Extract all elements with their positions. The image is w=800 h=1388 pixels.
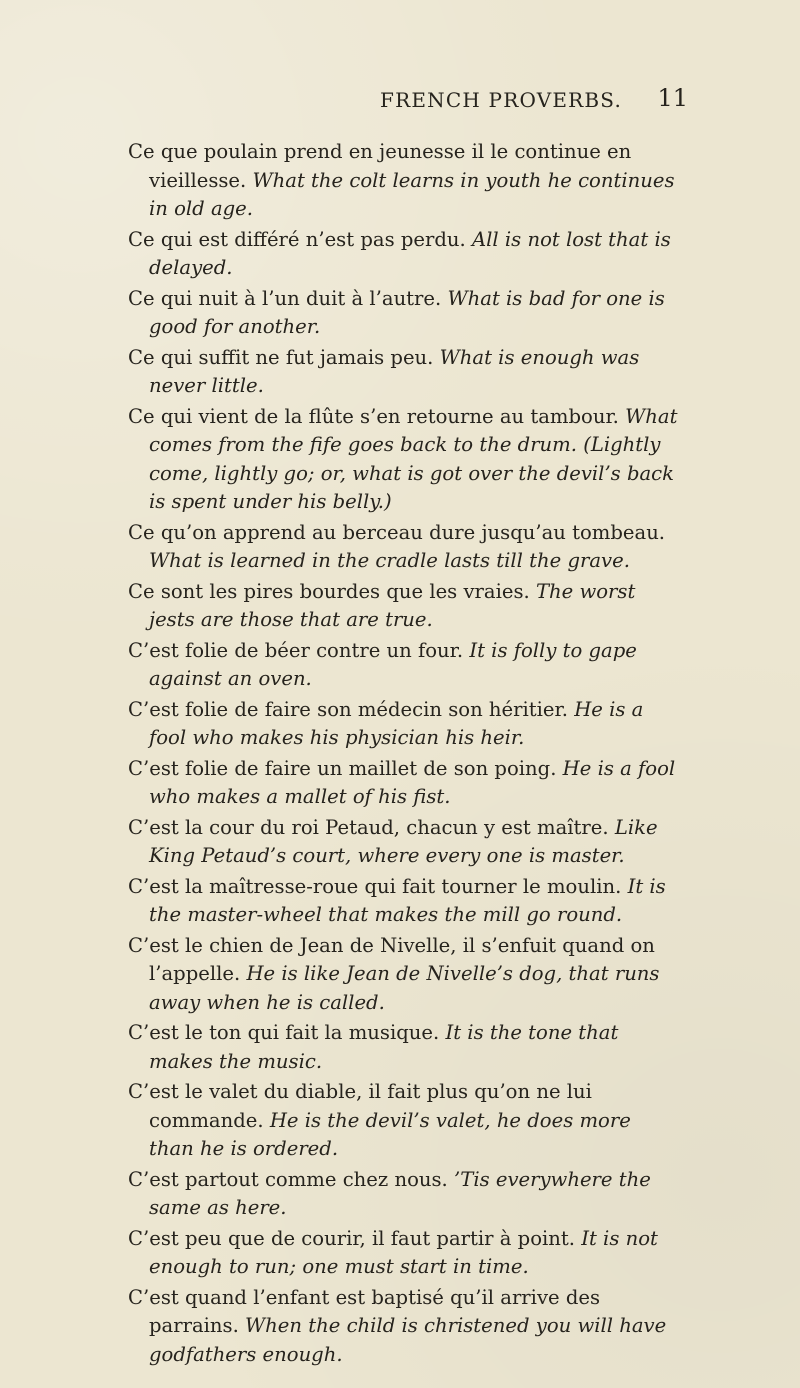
proverb-entry (128, 637, 678, 694)
french-proverb: C’est la maîtresse-roue qui fait tourner le moulin. (128, 874, 622, 898)
running-title: FRENCH PROVERBS. (380, 88, 623, 112)
proverb-entry (128, 1284, 678, 1370)
proverb-entry (128, 932, 678, 1018)
french-proverb: Ce qui suffit ne fut jamais peu. (128, 345, 434, 369)
french-proverb: C’est partout comme chez nous. (128, 1167, 448, 1191)
proverbs-text (128, 138, 678, 1371)
english-translation: The worst jests are those that are true. (149, 579, 636, 631)
proverb-entry (128, 1078, 678, 1164)
proverb-entry (128, 1166, 678, 1223)
english-translation: He is like Jean de Nivelle’s dog, that runs away when he is called. (149, 962, 660, 1014)
english-translation: He is a fool who makes a mallet of his fist. (149, 756, 676, 808)
proverb-entry (128, 814, 678, 871)
french-proverb: Ce qui est différé n’est pas perdu. (128, 227, 466, 251)
page-number: 11 (657, 84, 688, 112)
english-translation: It is not enough to run; one must start in time. (149, 1226, 658, 1278)
proverb-entry (128, 696, 678, 753)
french-proverb: Ce sont les pires bourdes que les vraies. (128, 579, 530, 603)
english-translation: All is not lost that is delayed. (149, 227, 671, 279)
french-proverb: C’est folie de faire son médecin son héritier. (128, 697, 568, 721)
french-proverb: Ce que poulain prend en jeunesse il le continue en vieillesse. (128, 140, 632, 192)
english-translation: What comes from the fife goes back to the drum. (Lightly come, lightly go; or, what is got over the devil’s back is spent under his belly.) (149, 404, 678, 513)
french-proverb: C’est peu que de courir, il faut partir à point. (128, 1226, 575, 1250)
english-translation: It is the master-wheel that makes the mill go round. (149, 874, 666, 926)
proverb-entry (128, 755, 678, 812)
french-proverb: C’est folie de faire un maillet de son poing. (128, 756, 557, 780)
proverb-entry (128, 1019, 678, 1076)
french-proverb: C’est le ton qui fait la musique. (128, 1021, 440, 1044)
english-translation: It is the tone that makes the music. (149, 1021, 619, 1073)
running-head (0, 84, 800, 112)
english-translation: It is folly to gape against an oven. (149, 638, 637, 690)
french-proverb: C’est le valet du diable, il fait plus qu’on ne lui commande. (128, 1080, 592, 1132)
proverb-entry (128, 578, 678, 635)
proverb-entry (128, 344, 678, 401)
proverb-entry (128, 1225, 678, 1282)
proverb-entry (128, 403, 678, 517)
french-proverb: C’est quand l’enfant est baptisé qu’il arrive des parrains. (128, 1285, 601, 1337)
english-translation: What is bad for one is good for another. (149, 286, 665, 338)
english-translation: He is a fool who makes his physician his heir. (149, 697, 644, 749)
french-proverb: C’est folie de béer contre un four. (128, 638, 464, 662)
french-proverb: C’est le chien de Jean de Nivelle, il s’enfuit quand on l’appelle. (128, 933, 655, 985)
proverb-entry (128, 519, 678, 576)
english-translation: ’Tis everywhere the same as here. (149, 1167, 651, 1219)
french-proverb: Ce qu’on apprend au berceau dure jusqu’au tombeau. (128, 520, 666, 544)
proverb-entry (128, 138, 678, 224)
english-translation: What is enough was never little. (149, 345, 640, 397)
french-proverb: Ce qui nuit à l’un duit à l’autre. (128, 286, 442, 310)
proverb-entry (128, 873, 678, 930)
english-translation: When the child is christened you will have godfathers enough. (149, 1314, 667, 1366)
english-translation: What the colt learns in youth he continues in old age. (149, 168, 675, 220)
proverb-entry (128, 285, 678, 342)
english-translation: He is the devil’s valet, he does more than he is ordered. (149, 1108, 631, 1160)
english-translation: Like King Petaud’s court, where every one is master. (149, 815, 658, 867)
english-translation: What is learned in the cradle lasts till the grave. (149, 549, 630, 572)
proverb-entry (128, 226, 678, 283)
french-proverb: Ce qui vient de la flûte s’en retourne au tambour. (128, 404, 619, 428)
french-proverb: C’est la cour du roi Petaud, chacun y est maître. (128, 815, 609, 839)
